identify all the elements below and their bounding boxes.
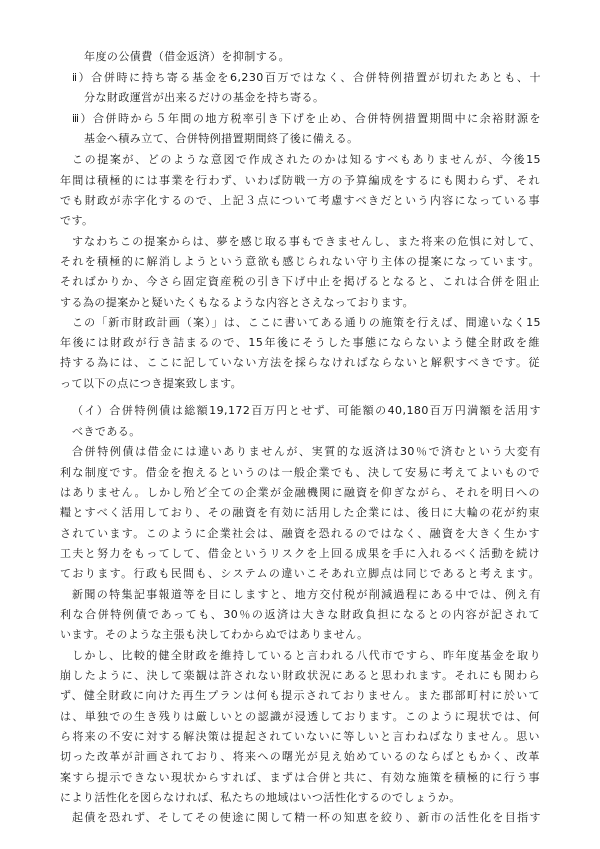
paragraph-line: 合併特例債は借金には違いありませんが、実質的な返済は30％で済むという大変有: [72, 445, 541, 458]
paragraph-line: います。そのような主張も決してわからぬではありません。: [60, 628, 369, 641]
paragraph-line: は、単独での生き残りは厳しいとの認識が浸透しております。このように現状では、何: [60, 710, 540, 723]
list-item-ii: ⅱ）合併時に持ち寄る基金を6,230百万ではなく、合併特例措置が切れたあとも、十: [72, 71, 541, 84]
paragraph-line: 利な制度です。借金を抱えるというのは一般企業でも、決して安易に考えてよいもので: [60, 466, 540, 479]
paragraph-line: 起債を恐れず、そしてその使途に関して精一杯の知恵を絞り、新市の活性化を目指す: [72, 811, 541, 824]
paragraph-line: 年間は積極的には事業を行わず、いわば防戦一方の予算編成をするにも関わらず、それ: [60, 174, 540, 187]
paragraph-line: 年後には財政が行き詰まるので、15年後にそうした事態にならないよう健全財政を維: [60, 336, 540, 349]
proposal-heading: （イ）合併特例債は総額19,172百万円とせず、可能額の40,180百万円満額を活用す: [72, 404, 541, 417]
paragraph-line: 糧とすべく活用しており、その融資を有効に活用した企業には、後日に大輪の花が約束: [60, 506, 540, 519]
paragraph-line: されています。このように企業社会は、融資を恐れるのではなく、融資を大きく生かす: [60, 527, 540, 540]
paragraph-line: この提案が、どのような意図で作成されたのかは知るすべもありませんが、今後15: [72, 153, 541, 166]
paragraph-line: でも財政が赤字化するので、上記３点について考慮すべきだという内容になっている事: [60, 194, 540, 207]
paragraph-line: この「新市財政計画（案）」は、ここに書いてある通りの施策を行えば、間違いなく15: [72, 316, 541, 329]
paragraph-line: はありません。しかし殆ど全ての企業が金融機関に融資を仰ぎながら、それを明日への: [60, 486, 540, 499]
paragraph-line: しかし、比較的健全財政を維持していると言われる八代市ですら、昨年度基金を取り: [72, 649, 541, 662]
paragraph-line: です。: [60, 214, 94, 227]
paragraph-line: って以下の点につき提案致します。: [60, 377, 243, 390]
list-continuation-line: 年度の公債費（借金返済）を抑制する。: [84, 50, 291, 63]
paragraph-line: 工夫と努力をもってして、借金というリスクを上回る成果を手に入れるべく活動を続け: [60, 547, 540, 560]
paragraph-line: 崩したように、決して楽観は許されない財政状況にあると思われます。それにも関わら: [60, 669, 540, 682]
paragraph-line: ず、健全財政に向けた再生プランは何も提示されておりません。また郡部町村に於いて: [60, 689, 540, 702]
paragraph-line: すなわちこの提案からは、夢を感じ取る事もできませんし、また将来の危惧に対して、: [72, 235, 541, 248]
paragraph-line: 新聞の特集記事報道等を目にしますと、地方交付税が削減過程にある中では、例え有: [72, 588, 541, 601]
list-item-iii-cont: 基金へ積み立て、合併特例措置期間終了後に備える。: [84, 132, 359, 145]
list-item-ii-cont: 分な財政運営が出来るだけの基金を持ち寄る。: [84, 91, 325, 104]
paragraph-line: により活性化を図らなければ、私たちの地域はいつ活性化するのでしょうか。: [60, 791, 461, 804]
paragraph-line: ら将来の不安に対する解決策は提起されていないに等しいと言わねばなりません。思い: [60, 730, 540, 743]
paragraph-line: そればかりか、今さら固定資産税の引き下げ中止を掲げるとなると、これは合併を阻止: [60, 275, 540, 288]
paragraph-line: 切った改革が計画されており、将来への曙光が見え始めているのならばともかく、改革: [60, 750, 540, 763]
paragraph-line: 利な合併特例債であっても、30％の返済は大きな財政負担になるとの内容が記されて: [60, 608, 540, 621]
paragraph-line: 持する為には、ここに記していない方法を採らなければならないと解釈すべきです。従: [60, 356, 540, 369]
paragraph-line: ております。行政も民間も、システムの違いこそあれ立脚点は同じであると考えます。: [60, 567, 540, 580]
paragraph-line: する為の提案かと疑いたくもなるような内容とさえなっております。: [60, 296, 415, 309]
paragraph-line: それを積極的に解消しようという意欲も感じられない守り主体の提案になっています。: [60, 255, 540, 268]
paragraph-line: 案すら提示できない現状からすれば、まずは合併と共に、有効な施策を積極的に行う事: [60, 771, 540, 784]
proposal-heading-cont: べきである。: [72, 425, 141, 438]
list-item-iii: ⅲ）合併時から５年間の地方税率引き下げを止め、合併特例措置期間中に余裕財源を: [72, 112, 541, 125]
